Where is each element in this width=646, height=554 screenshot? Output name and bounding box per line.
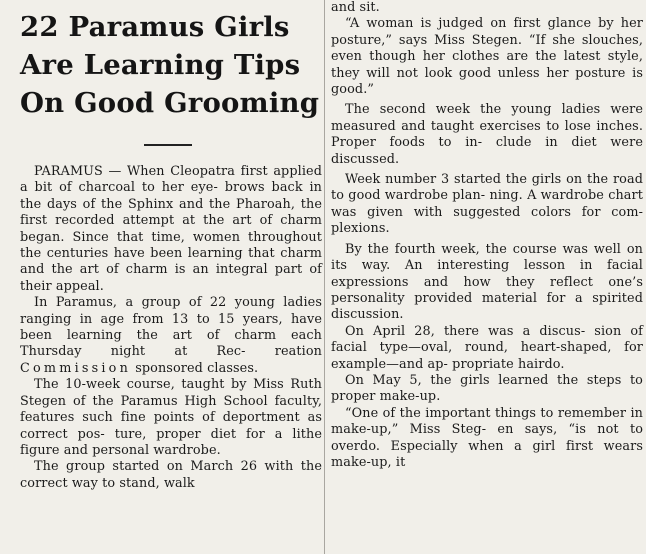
text-line: By the fourth week, the course was xyxy=(345,241,589,257)
text-line: and the Pharoah, the first recorded xyxy=(20,196,322,229)
text-line: not look good unless her posture is xyxy=(396,65,643,81)
text-line: In Paramus, a group of 22 young xyxy=(34,295,275,311)
paragraph-april xyxy=(331,324,643,373)
text-line: en says, “is not to overdo. Especially xyxy=(331,422,643,454)
text-line: ture, proper diet for a lithe figure xyxy=(20,426,323,458)
text-line: sion of facial type—oval, round, xyxy=(331,323,643,356)
text-line: Week number 3 started the girls xyxy=(345,172,562,188)
text-line: The 10-week course, taught by Miss xyxy=(34,377,284,393)
left-body xyxy=(20,164,322,492)
text-line: on the road to good wardrobe plan- xyxy=(331,172,643,204)
text-line: reation xyxy=(274,344,322,360)
text-line: When Cleopatra first xyxy=(127,164,268,179)
text-line: heart-shaped, for example—and ap- xyxy=(331,340,643,372)
text-line: the centuries have been learning that xyxy=(20,246,275,262)
text-line: years, have been learning the art of xyxy=(20,311,323,344)
text-line: charm each Thursday night at Rec- xyxy=(20,328,322,360)
paragraph-intro xyxy=(20,164,322,295)
text-line: Since that time, women throughout xyxy=(72,229,323,245)
paragraph-start xyxy=(20,459,322,492)
text-line: good.” xyxy=(331,82,375,98)
text-line: The second week the young ladies xyxy=(345,102,601,118)
column-divider xyxy=(324,0,325,554)
text-line: were measured and taught exercises xyxy=(331,102,644,134)
text-line: clothes are the latest style, they will xyxy=(331,49,643,81)
text-line: propriate hairdo. xyxy=(452,356,565,372)
paragraph-week-three xyxy=(331,172,643,238)
paragraph-group xyxy=(20,295,322,377)
headline-line-3: On Good Grooming xyxy=(20,87,320,119)
text-line: in facial expressions and how they xyxy=(331,258,643,290)
headline-line-2: Are Learning Tips xyxy=(20,49,301,81)
text-line: Ruth Stegen of the Paramus High xyxy=(20,377,322,409)
text-line: ladies ranging in age from 13 to 15 xyxy=(20,295,322,327)
text-line: plexions. xyxy=(331,221,390,237)
paragraph-posture xyxy=(331,16,643,98)
text-line: remember in make-up,” Miss Steg- xyxy=(331,405,643,438)
text-line: well on its way. An interesting lesson xyxy=(331,241,643,274)
text-line: “One of the important things to xyxy=(345,405,554,421)
text-line: when a girl first wears make-up, it xyxy=(331,438,644,470)
text-line: and personal wardrobe. xyxy=(63,442,221,458)
text-line: applied a bit of charcoal to her eye- xyxy=(20,164,322,196)
text-line: and sit. xyxy=(331,0,380,15)
headline-rule xyxy=(144,144,192,146)
text-line: reflect one’s personality provided xyxy=(331,274,643,306)
text-line: ning. A wardrobe chart was given xyxy=(331,188,643,220)
text-line: points of deportment as correct pos- xyxy=(20,410,322,442)
paragraph-makeup xyxy=(331,406,643,472)
text-line: Commission xyxy=(20,360,132,376)
right-column xyxy=(331,0,643,471)
text-line: charm and the art of charm is an xyxy=(20,246,323,278)
text-line: steps to proper make-up. xyxy=(331,372,643,405)
text-line: by her posture,” says Miss Stegen. xyxy=(331,16,643,48)
text-line: to lose inches. Proper foods to in- xyxy=(331,118,643,151)
text-line: The group started on March 26 xyxy=(34,459,258,475)
paragraph-week-two xyxy=(331,102,643,168)
text-line: clude in diet were discussed. xyxy=(331,135,643,167)
headline xyxy=(20,8,322,122)
paragraph-week-four xyxy=(331,242,643,324)
text-line: “If she slouches, even though her xyxy=(331,32,644,65)
text-line: attempt at the art of charm began. xyxy=(20,213,322,245)
text-line: School faculty, features such fine xyxy=(20,393,322,426)
text-line: brows back in the days of the Sphinx xyxy=(20,180,323,212)
paragraph-course xyxy=(20,377,322,459)
text-line: material for a spirited discussion. xyxy=(331,290,643,323)
text-line: “A woman is judged on first glance xyxy=(345,16,592,32)
text-line: with the correct way to stand, walk xyxy=(20,459,323,491)
text-line: with suggested colors for com- xyxy=(413,204,643,220)
left-column xyxy=(0,0,322,492)
text-line: On May 5, the girls learned the xyxy=(345,372,579,388)
headline-line-1: 22 Paramus Girls xyxy=(20,11,290,43)
dateline: PARAMUS — xyxy=(34,164,122,179)
text-line: classes. xyxy=(207,360,259,376)
paragraph-may xyxy=(331,373,643,406)
text-line: On April 28, there was a discus- xyxy=(345,323,586,339)
text-line: sponsored xyxy=(135,360,203,376)
text-line: integral part of their appeal. xyxy=(20,262,322,294)
paragraph-continued xyxy=(331,0,643,16)
